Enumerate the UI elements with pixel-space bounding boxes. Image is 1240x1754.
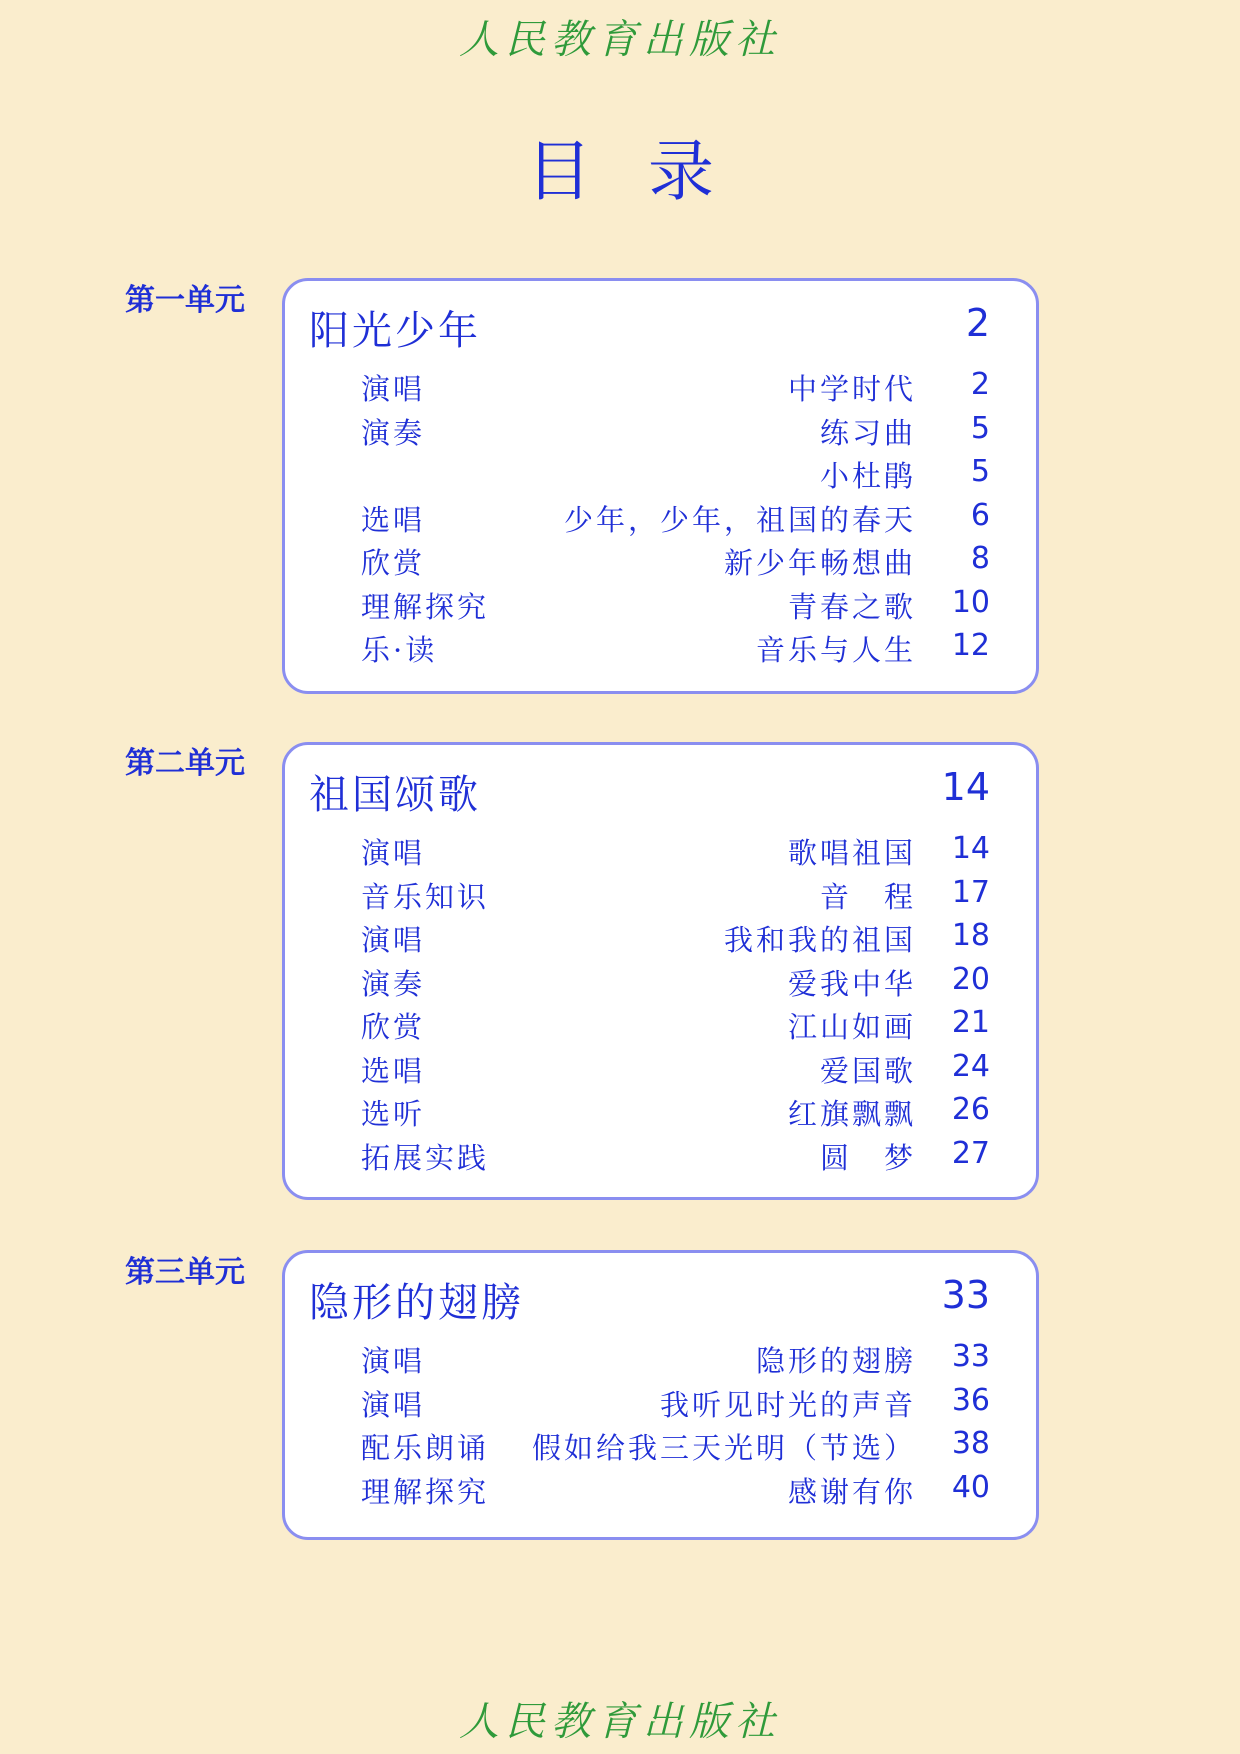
entry-song: 小杜鹃 — [819, 459, 916, 493]
unit-1-title: 阳光少年 — [309, 308, 481, 354]
entry-category: 欣赏 — [361, 546, 426, 580]
toc-entry[interactable] — [361, 875, 990, 919]
entry-page: 17 — [951, 874, 990, 910]
entry-song: 假如给我三天光明（节选） — [531, 1431, 916, 1465]
entry-song: 圆 梦 — [819, 1140, 916, 1175]
entry-page: 27 — [951, 1135, 990, 1171]
entry-song: 少年，少年，祖国的春天 — [563, 502, 916, 537]
unit-1-header[interactable] — [309, 299, 990, 355]
entry-page: 38 — [951, 1426, 990, 1461]
entry-page: 5 — [970, 454, 990, 489]
entry-page: 5 — [970, 410, 990, 446]
toc-entry[interactable] — [361, 1049, 990, 1093]
entry-page: 2 — [970, 367, 990, 402]
entry-category: 选唱 — [361, 1053, 426, 1088]
entry-page: 6 — [970, 497, 990, 533]
entry-song: 新少年畅想曲 — [723, 546, 916, 580]
entry-page: 36 — [951, 1382, 990, 1418]
toc-entry[interactable] — [361, 454, 990, 498]
entry-category: 选唱 — [361, 502, 426, 537]
entry-page: 40 — [951, 1469, 990, 1505]
unit-2-label: 第二单元 — [125, 746, 245, 781]
entry-song: 我和我的祖国 — [723, 923, 916, 957]
entry-page: 26 — [951, 1092, 990, 1127]
toc-entry[interactable] — [361, 831, 990, 875]
entry-song: 爱我中华 — [787, 966, 916, 1001]
unit-2-box — [282, 742, 1039, 1200]
toc-entry[interactable] — [361, 1005, 990, 1049]
entry-category: 演唱 — [361, 923, 426, 957]
toc-entry[interactable] — [361, 585, 990, 629]
entry-category: 演唱 — [361, 1344, 426, 1378]
entry-category: 欣赏 — [361, 1010, 426, 1044]
unit-3-title: 隐形的翅膀 — [309, 1280, 524, 1326]
toc-entry[interactable] — [361, 962, 990, 1006]
entry-category: 理解探究 — [361, 589, 490, 624]
toc-entry[interactable] — [361, 411, 990, 455]
entry-category: 选听 — [361, 1097, 426, 1131]
entry-category: 演奏 — [361, 415, 426, 450]
entry-song: 爱国歌 — [819, 1053, 916, 1088]
toc-entry[interactable] — [361, 1383, 990, 1427]
entry-category: 乐·读 — [361, 633, 438, 667]
toc-entry[interactable] — [361, 367, 990, 411]
unit-3-page: 33 — [941, 1273, 990, 1317]
page-title: 目录 — [526, 133, 770, 210]
unit-1-box — [282, 278, 1039, 694]
entry-category: 演唱 — [361, 836, 426, 870]
unit-3-label: 第三单元 — [125, 1255, 245, 1290]
entry-song: 歌唱祖国 — [787, 836, 916, 870]
entry-page: 33 — [951, 1339, 990, 1374]
unit-1-page: 2 — [965, 301, 990, 345]
entry-category: 音乐知识 — [361, 879, 490, 914]
publisher-logo-bottom: 人民教育出版社 — [459, 1699, 781, 1745]
entry-song: 音 程 — [819, 879, 916, 914]
publisher-logo-top: 人民教育出版社 — [459, 17, 781, 63]
entry-song: 音乐与人生 — [755, 633, 916, 667]
unit-3-header[interactable] — [309, 1271, 990, 1327]
entry-song: 青春之歌 — [787, 589, 916, 624]
entry-page: 8 — [970, 541, 990, 576]
entry-song: 江山如画 — [787, 1010, 916, 1044]
entry-page: 18 — [951, 918, 990, 953]
entry-category: 拓展实践 — [361, 1140, 490, 1175]
entry-page: 21 — [951, 1005, 990, 1040]
unit-1-label: 第一单元 — [125, 283, 245, 318]
entry-page: 12 — [951, 628, 990, 663]
entry-page: 20 — [951, 961, 990, 997]
unit-2-page: 14 — [941, 765, 990, 809]
entry-page: 14 — [951, 831, 990, 866]
entry-page: 24 — [951, 1048, 990, 1084]
entry-category: 演唱 — [361, 372, 426, 406]
entry-category: 配乐朗诵 — [361, 1431, 490, 1465]
entry-song: 隐形的翅膀 — [755, 1344, 916, 1378]
toc-entry[interactable] — [361, 541, 990, 585]
entry-song: 感谢有你 — [787, 1474, 916, 1509]
entry-song: 中学时代 — [787, 372, 916, 406]
toc-entry[interactable] — [361, 1092, 990, 1136]
entry-song: 练习曲 — [819, 415, 916, 450]
unit-2-header[interactable] — [309, 763, 990, 819]
unit-3-box — [282, 1250, 1039, 1540]
entry-song: 红旗飘飘 — [787, 1097, 916, 1131]
toc-entry[interactable] — [361, 1426, 990, 1470]
toc-entry[interactable] — [361, 1136, 990, 1180]
unit-2-entries — [361, 831, 990, 1179]
toc-entry[interactable] — [361, 498, 990, 542]
entry-category: 演奏 — [361, 966, 426, 1001]
toc-entry[interactable] — [361, 1470, 990, 1514]
toc-entry[interactable] — [361, 628, 990, 672]
toc-entry[interactable] — [361, 918, 990, 962]
unit-2-title: 祖国颂歌 — [309, 772, 481, 818]
toc-entry[interactable] — [361, 1339, 990, 1383]
unit-1-entries — [361, 367, 990, 672]
entry-page: 10 — [951, 584, 990, 620]
unit-3-entries — [361, 1339, 990, 1513]
entry-category: 演唱 — [361, 1387, 426, 1422]
entry-category: 理解探究 — [361, 1474, 490, 1509]
entry-song: 我听见时光的声音 — [659, 1387, 916, 1422]
